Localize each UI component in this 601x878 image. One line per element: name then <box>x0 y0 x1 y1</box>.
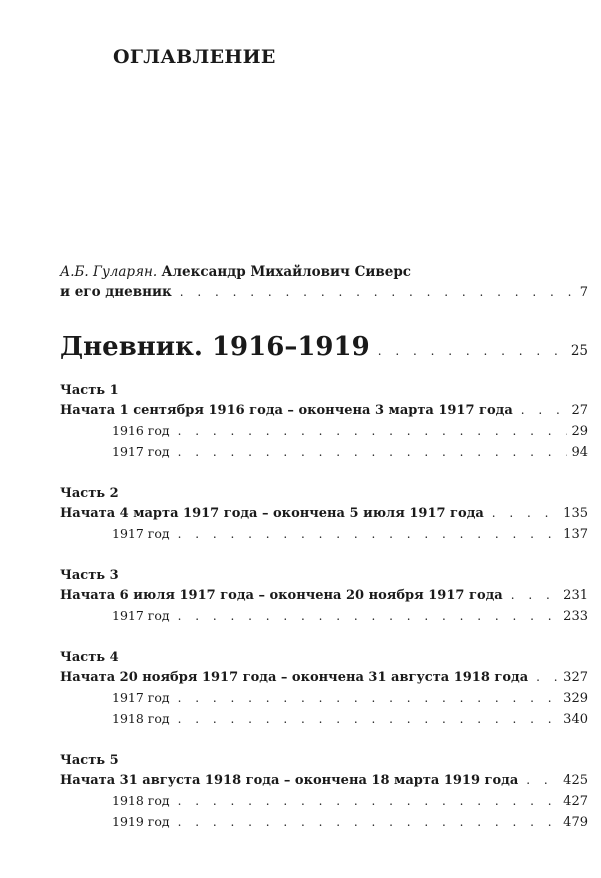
dot-leader <box>521 400 568 420</box>
intro-line-2 <box>60 282 588 303</box>
toc-part <box>60 566 588 627</box>
part-title: Начата 6 июля 1917 года – окончена 20 ноября 1917 года <box>60 588 503 603</box>
toc-entry-year[interactable] <box>60 688 588 709</box>
page-number: 231 <box>563 588 588 603</box>
toc-entry-part[interactable] <box>60 503 588 524</box>
year-label: 1916 год <box>112 423 170 438</box>
toc-entry-intro[interactable] <box>60 263 588 303</box>
part-label: Часть 2 <box>60 486 119 501</box>
page-number: 137 <box>563 527 588 542</box>
dot-leader <box>180 282 576 302</box>
toc-entry-year[interactable] <box>60 421 588 442</box>
year-label: 1917 год <box>112 690 170 705</box>
year-label: 1917 год <box>112 608 170 623</box>
year-label: 1918 год <box>112 793 170 808</box>
page-number: 233 <box>563 609 588 624</box>
part-label: Часть 4 <box>60 650 119 665</box>
year-label: 1919 год <box>112 814 170 829</box>
toc-entry-year[interactable] <box>60 524 588 545</box>
page-number: 329 <box>563 691 588 706</box>
toc-entry-part[interactable] <box>60 585 588 606</box>
intro-line-1 <box>60 263 588 282</box>
part-title: Начата 4 марта 1917 года – окончена 5 июля 1917 года <box>60 506 484 521</box>
dot-leader <box>178 442 568 462</box>
toc-entry-year[interactable] <box>60 812 588 833</box>
year-label: 1918 год <box>112 711 170 726</box>
toc-entry-year[interactable] <box>60 442 588 463</box>
dot-leader <box>178 709 560 729</box>
page-number: 425 <box>563 773 588 788</box>
page-number: 327 <box>563 670 588 685</box>
part-label: Часть 5 <box>60 753 119 768</box>
section-title: Дневник. 1916–1919 <box>60 332 370 362</box>
intro-author: А.Б. Гуларян. <box>60 264 158 280</box>
toc-part <box>60 751 588 833</box>
parts-list <box>60 381 588 833</box>
toc-entry-year[interactable] <box>60 709 588 730</box>
part-label: Часть 1 <box>60 383 119 398</box>
part-title: Начата 31 августа 1918 года – окончена 18 марта 1919 года <box>60 773 519 788</box>
page-number: 340 <box>563 712 588 727</box>
intro-title-line-1: Александр Михайлович Сиверс <box>161 264 411 280</box>
toc-entry-part[interactable] <box>60 400 588 421</box>
page-number: 135 <box>563 506 588 521</box>
dot-leader <box>378 335 567 367</box>
dot-leader <box>511 585 559 605</box>
toc-entry-part[interactable] <box>60 770 588 791</box>
toc-part <box>60 648 588 730</box>
toc-part <box>60 484 588 545</box>
toc-entry-part[interactable] <box>60 667 588 688</box>
page-number: 27 <box>571 403 588 418</box>
dot-leader <box>492 503 559 523</box>
dot-leader <box>178 791 560 811</box>
page-number: 479 <box>563 815 588 830</box>
page-number: 7 <box>579 285 588 300</box>
intro-title-line-2: и его дневник <box>60 284 172 300</box>
page-title: ОГЛАВЛЕНИЕ <box>113 46 276 68</box>
part-title: Начата 1 сентября 1916 года – окончена 3 марта 1917 года <box>60 403 513 418</box>
dot-leader <box>178 421 568 441</box>
part-label: Часть 3 <box>60 568 119 583</box>
dot-leader <box>178 812 560 832</box>
table-of-contents <box>60 263 588 833</box>
year-label: 1917 год <box>112 444 170 459</box>
page-number: 25 <box>570 343 588 359</box>
dot-leader <box>526 770 559 790</box>
page-number: 94 <box>571 445 588 460</box>
year-label: 1917 год <box>112 526 170 541</box>
page-number: 29 <box>571 424 588 439</box>
dot-leader <box>178 606 560 626</box>
part-title: Начата 20 ноября 1917 года – окончена 31 августа 1918 года <box>60 670 529 685</box>
toc-entry-section[interactable] <box>60 331 588 367</box>
toc-part <box>60 381 588 463</box>
dot-leader <box>178 688 560 708</box>
dot-leader <box>178 524 560 544</box>
dot-leader <box>536 667 559 687</box>
toc-entry-year[interactable] <box>60 606 588 627</box>
page-number: 427 <box>563 794 588 809</box>
toc-entry-year[interactable] <box>60 791 588 812</box>
